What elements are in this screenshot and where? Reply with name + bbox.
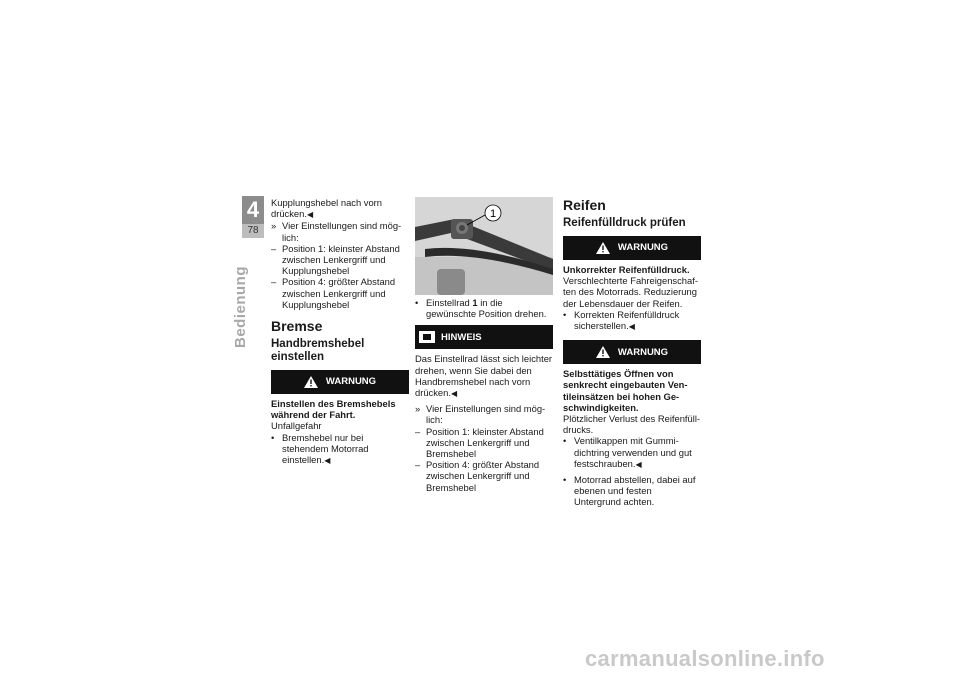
motorcycle-note-icon bbox=[419, 331, 435, 343]
bullet-item: • Bremshebel nur bei stehendem Motorrad einstellen.◀ bbox=[271, 431, 369, 466]
hinweis-box: HINWEIS bbox=[415, 325, 553, 349]
heading-bremse: Bremse bbox=[271, 318, 323, 335]
handlebar-photo bbox=[415, 197, 553, 295]
step-item: » Vier Einstellungen sind mög-lich: bbox=[271, 220, 402, 243]
heading-reifen: Reifen bbox=[563, 197, 606, 213]
warning-text: Verschlechterte Fahreigenschaf-ten des Motorrads. Reduzierung der Lebensdauer der Reifen. bbox=[563, 275, 698, 309]
option-item: – Position 1: kleinster Abstand zwischen Lenkergriff und Kupplungshebel bbox=[271, 242, 400, 277]
step-item: » Vier Einstellungen sind mög-lich: bbox=[415, 403, 546, 426]
option-item: – Position 1: kleinster Abstand zwischen Lenkergriff und Bremshebel bbox=[415, 425, 544, 460]
option-item: – Position 4: größter Abstand zwischen Lenkergriff und Bremshebel bbox=[415, 459, 540, 493]
column-1 bbox=[271, 197, 409, 466]
warning-box: WARNUNG bbox=[563, 236, 701, 260]
warning-icon bbox=[596, 346, 610, 358]
warning-box: WARNUNG bbox=[271, 370, 409, 394]
warning-title: Einstellen des Bremshebels während der Fahrt. bbox=[271, 398, 396, 421]
chapter-tab bbox=[242, 196, 264, 238]
chapter-number: 4 bbox=[242, 196, 264, 224]
warning-subtitle: Unfallgefahr bbox=[271, 420, 322, 432]
bullet-item: • Korrekten Reifenfülldruck sicherstellen.◀ bbox=[563, 308, 680, 332]
warning-icon bbox=[596, 242, 610, 254]
warning-icon bbox=[304, 376, 318, 388]
intro-text: Kupplungshebel nach vorn drücken.◀ bbox=[271, 197, 383, 220]
page-number: 78 bbox=[242, 224, 264, 238]
heading-reifenfuelldruck: Reifenfülldruck prüfen bbox=[563, 217, 686, 229]
watermark: carmanualsonline.info bbox=[585, 646, 825, 671]
hinweis-text: Das Einstellrad lässt sich leichter drehen, wenn Sie dabei den Handbremshebel nach vorn drücken.◀ bbox=[415, 353, 553, 399]
bullet-item: • Einstellrad 1 in die gewünschte Position drehen. bbox=[415, 297, 547, 320]
bullet-item: • Motorrad abstellen, dabei auf ebenen und festen Untergrund achten. bbox=[563, 474, 696, 508]
column-2 bbox=[415, 197, 553, 493]
section-label: Bedienung bbox=[232, 266, 249, 348]
photo-callout: 1 bbox=[489, 208, 497, 220]
column-3 bbox=[563, 197, 701, 508]
warning-title: Selbsttätiges Öffnen von senkrecht eingebauten Ven-tileinsätzen bei hohen Ge-schwindigkeiten. bbox=[563, 368, 688, 413]
heading-handbremshebel: Handbremshebel einstellen bbox=[271, 338, 365, 364]
warning-box: WARNUNG bbox=[563, 340, 701, 364]
option-item: – Position 4: größter Abstand zwischen Lenkergriff und Kupplungshebel bbox=[271, 276, 396, 310]
warning-title: Unkorrekter Reifenfülldruck. bbox=[563, 264, 690, 275]
brake-lever-illustration bbox=[415, 197, 553, 295]
warning-text: Plötzlicher Verlust des Reifenfüll-drucks. bbox=[563, 413, 701, 436]
bullet-item: • Ventilkappen mit Gummi-dichtring verwenden und gut festschrauben.◀ bbox=[563, 435, 692, 469]
